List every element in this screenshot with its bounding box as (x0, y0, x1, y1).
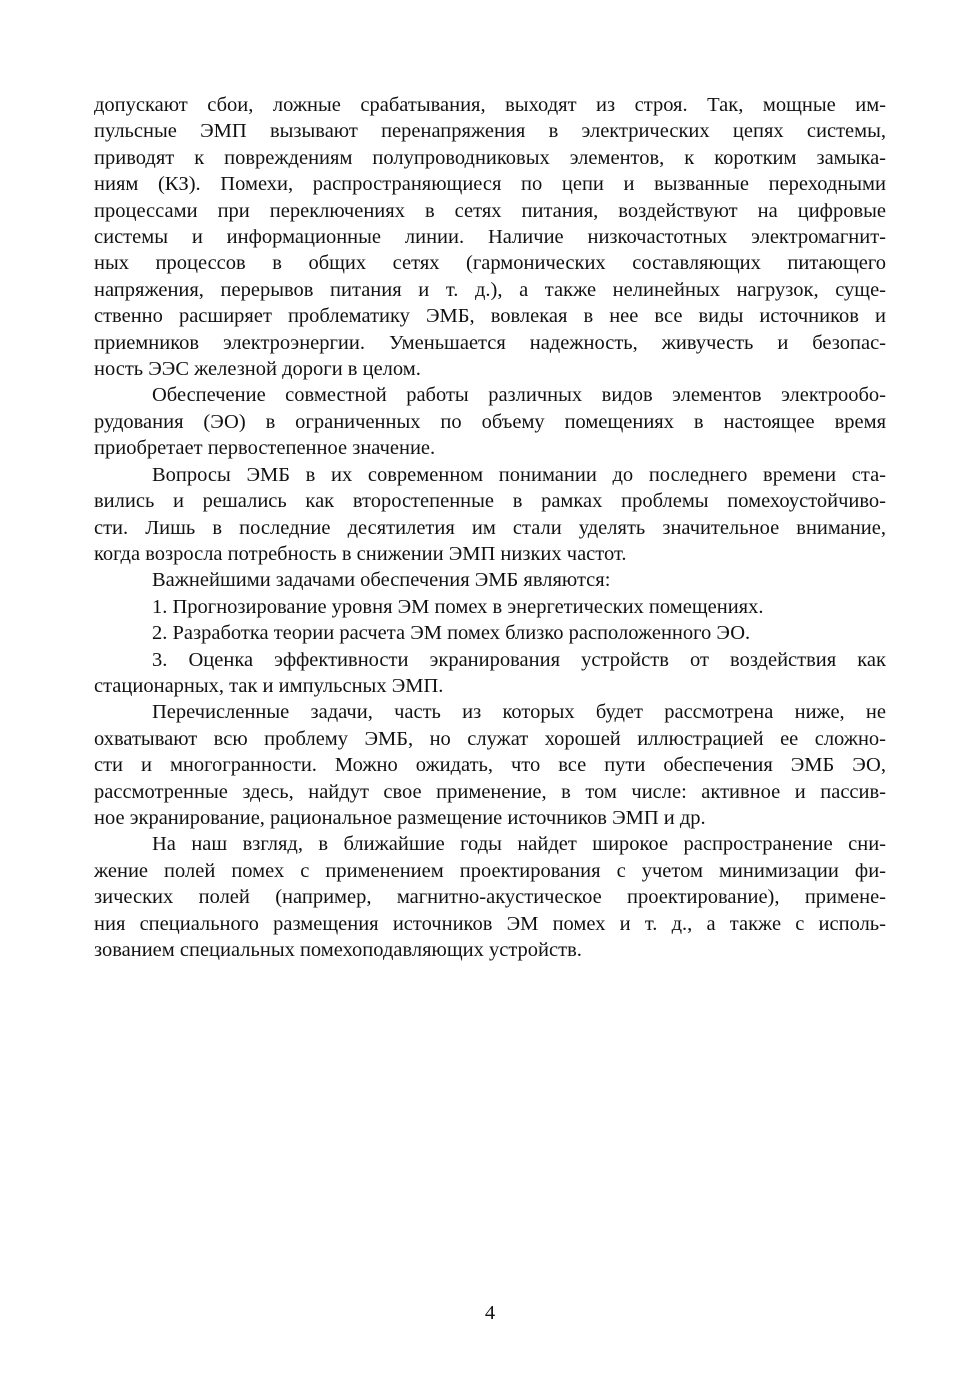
paragraph (94, 92, 886, 382)
text-line: Важнейшими задачами обеспечения ЭМБ являются: (152, 569, 611, 592)
paragraph (94, 462, 886, 568)
text-line: приводят к повреждениям полупроводниковых элементов, к коротким замыка- (94, 146, 886, 169)
text-line: зических полей (например, магнитно-акустическое проектирование), примене- (94, 886, 886, 909)
text-line: допускают сбои, ложные срабатывания, выходят из строя. Так, мощные им- (94, 94, 886, 116)
text-line: сти и многогранности. Можно ожидать, что все пути обеспечения ЭМБ ЭО, (94, 754, 886, 777)
text-line: Вопросы ЭМБ в их современном понимании до последнего времени ста- (152, 463, 886, 486)
paragraph (94, 699, 886, 831)
text-line: 3. Оценка эффективности экранирования устройств от воздействия как (152, 648, 886, 671)
text-line: приемников электроэнергии. Уменьшается надежность, живучесть и безопас- (94, 331, 886, 354)
text-line: Обеспечение совместной работы различных видов элементов электрообо- (152, 384, 886, 407)
paragraph (94, 831, 886, 963)
body-text (94, 92, 886, 963)
text-line: ных процессов в общих сетях (гармонических составляющих питающего (94, 252, 886, 275)
text-line: когда возросла потребность в снижении ЭМП низких частот. (94, 542, 627, 565)
text-line: приобретает первостепенное значение. (94, 437, 436, 460)
page-number: 4 (484, 1302, 496, 1324)
text-line: процессами при переключениях в сетях питания, воздействуют на цифровые (94, 199, 886, 222)
text-line: сти. Лишь в последние десятилетия им стали уделять значительное внимание, (94, 516, 886, 539)
text-line: ниям (КЗ). Помехи, распространяющиеся по цепи и вызванные переходными (94, 173, 886, 196)
text-line: рассмотренные здесь, найдут свое применение, в том числе: активное и пассив- (94, 780, 886, 803)
text-line: 2. Разработка теории расчета ЭМ помех близко расположенного ЭО. (152, 622, 751, 645)
text-line: жение полей помех с применением проектирования с учетом минимизации фи- (94, 859, 886, 882)
text-line: пульсные ЭМП вызывают перенапряжения в электрических цепях системы, (94, 120, 886, 143)
paragraph (94, 594, 886, 620)
text-line: 1. Прогнозирование уровня ЭМ помех в энергетических помещениях. (152, 595, 764, 618)
text-line: На наш взгляд, в ближайшие годы найдет широкое распространение сни- (152, 833, 886, 856)
text-line: рудования (ЭО) в ограниченных по объему помещениях в настоящее время (94, 410, 886, 433)
text-line: Перечисленные задачи, часть из которых будет рассмотрена ниже, не (152, 701, 886, 724)
paragraph (94, 567, 886, 593)
text-line: зованием специальных помехоподавляющих устройств. (94, 939, 582, 961)
text-line: ственно расширяет проблематику ЭМБ, вовлекая в нее все виды источников и (94, 305, 886, 328)
text-line: ность ЭЭС железной дороги в целом. (94, 358, 421, 381)
paragraph (94, 620, 886, 646)
text-line: вились и решались как второстепенные в рамках проблемы помехоустойчиво- (94, 490, 886, 513)
paragraph (94, 382, 886, 461)
text-line: системы и информационные линии. Наличие низкочастотных электромагнит- (94, 226, 886, 249)
text-line: напряжения, перерывов питания и т. д.), а также нелинейных нагрузок, суще- (94, 278, 886, 301)
text-line: стационарных, так и импульсных ЭМП. (94, 674, 444, 697)
text-line: охватывают всю проблему ЭМБ, но служат хорошей иллюстрацией ее сложно- (94, 727, 886, 750)
paragraph (94, 647, 886, 700)
text-line: ния специального размещения источников ЭМ помех и т. д., а также с исполь- (94, 912, 886, 935)
text-line: ное экранирование, рациональное размещение источников ЭМП и др. (94, 806, 706, 829)
